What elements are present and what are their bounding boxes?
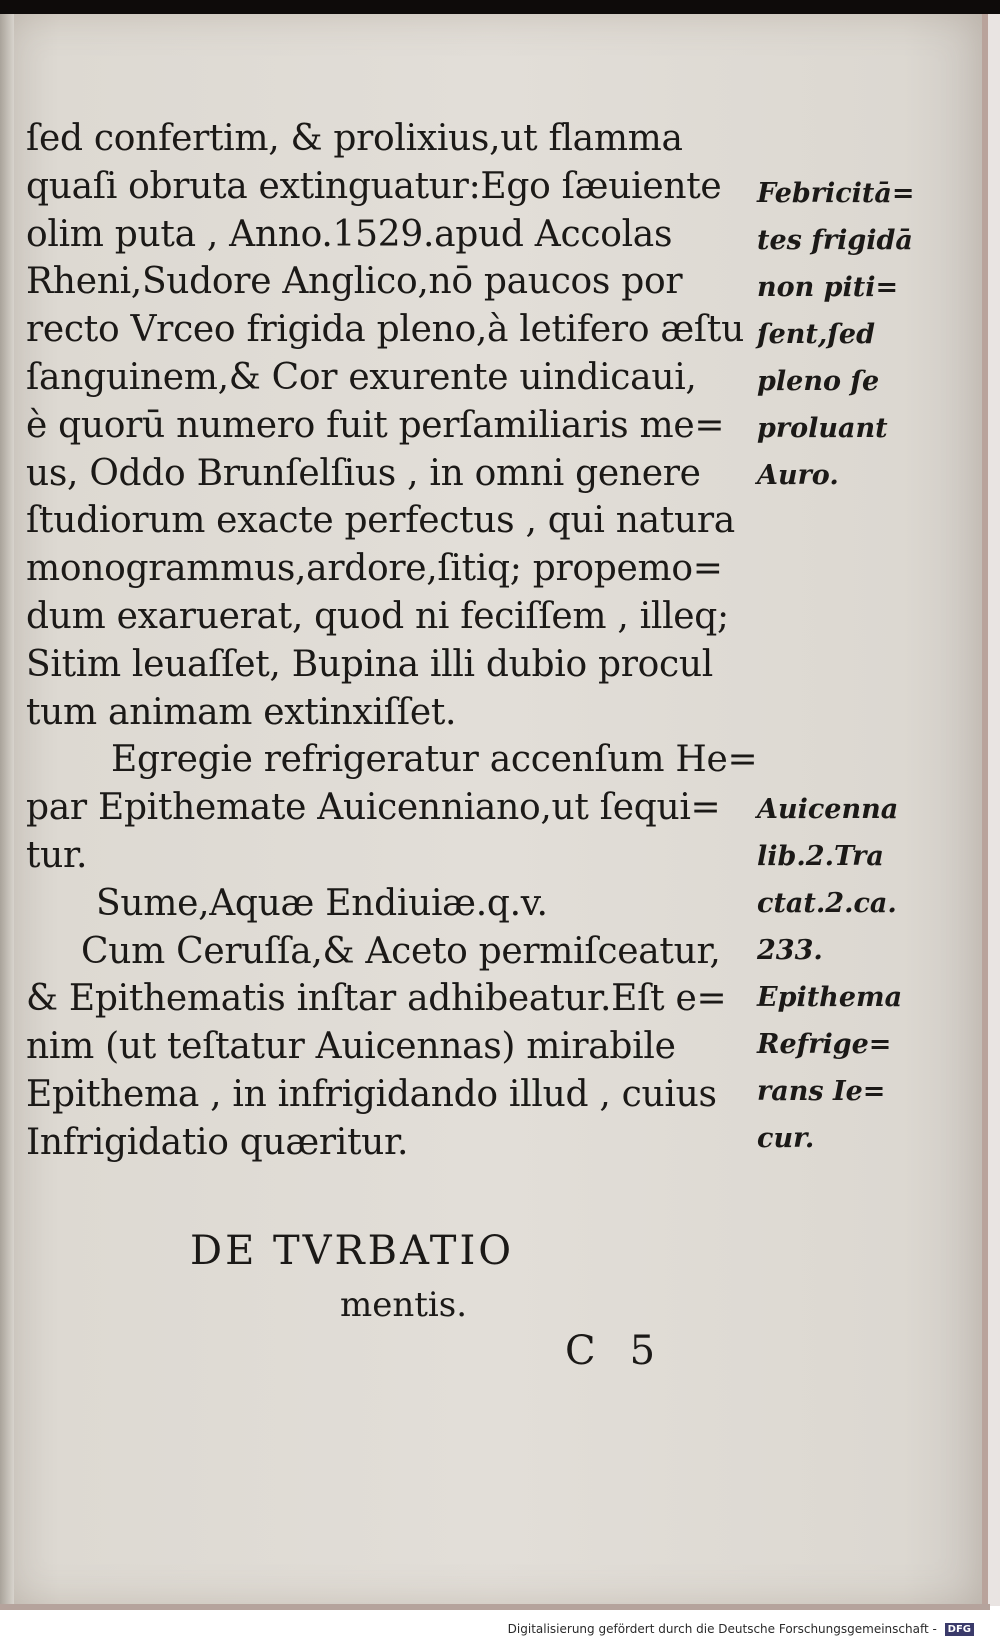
page-bottom-edge [0,1604,990,1610]
margin-note-line: cur. [757,1123,815,1154]
text-line: ſanguinem,& Cor exurente uindicaui, [26,356,697,398]
margin-note-line: Febricitā= [757,178,915,209]
margin-note-line: rans Ie= [757,1076,886,1107]
catchword-subheading: mentis. [340,1285,468,1325]
text-line: Sume,Aquæ Endiuiæ.q.v. [96,882,548,924]
text-line: recto Vrceo frigida pleno,à letifero æſtu [26,309,744,351]
text-line: tum animam extinxiſſet. [26,691,457,733]
margin-note-auicenna [757,786,932,1162]
main-text-block [26,115,766,1167]
margin-note-line: Auro. [757,460,839,491]
margin-note-line: pleno ſe [757,366,880,397]
text-line: quaſi obruta extinguatur:Ego ſæuiente [26,165,722,207]
signature-mark: C5 [565,1328,690,1374]
margin-note-line: proluant [757,413,888,444]
text-line: Infrigidatio quæritur. [26,1121,409,1163]
text-line: tur. [26,834,88,876]
text-line: Sitim leuaſſet, Bupina illi dubio procul [26,643,713,685]
margin-note-line: Refrige= [757,1029,892,1060]
dfg-logo: DFG [945,1623,974,1636]
text-line: ſtudiorum exacte perfectus , qui natura [26,500,735,542]
margin-note-line: Auicenna [757,794,899,825]
text-line: dum exaruerat, quod ni feciſſem , illeq; [26,595,729,637]
page-gutter [0,14,14,1606]
text-line: ſed confertim, & prolixius,ut flamma [26,118,683,159]
text-line: & Epithematis inſtar adhibeatur.Eſt e= [26,978,727,1020]
margin-note-febricitantes [757,170,932,499]
margin-note-line: tes frigidā [757,225,913,256]
text-line: Rheni,Sudore Anglico,nō paucos por [26,261,683,303]
text-line: olim puta , Anno.1529.apud Accolas [26,213,673,255]
text-line: par Epithemate Auicenniano,ut ſequi= [26,787,721,829]
margin-note-line: non piti= [757,272,899,303]
digitization-footer [508,1622,974,1636]
catchword-heading: DE TVRBATIO [190,1228,515,1274]
text-line: Cum Ceruſſa,& Aceto permiſceatur, [81,930,721,972]
margin-note-line: lib.2.Tra [757,841,884,872]
margin-note-line: Epithema [757,982,903,1013]
text-line: Egregie refrigeratur accenſum He= [111,739,758,781]
text-line: è quorū numero fuit perſamiliaris me= [26,404,725,446]
text-line: monogrammus,ardore,ſitiq; propemo= [26,548,723,590]
text-line: us, Oddo Brunſelſius , in omni genere [26,452,701,494]
page-edge-far [988,14,1000,1606]
footer-text: Digitalisierung gefördert durch die Deutsche Forschungsgemeinschaft - [507,1622,937,1636]
margin-note-line: 233. [757,935,823,966]
text-line: nim (ut teſtatur Auicennas) mirabile [26,1026,676,1068]
margin-note-line: ſent,ſed [757,319,875,350]
margin-note-line: ctat.2.ca. [757,888,897,919]
text-line: Epithema , in infrigidando illud , cuius [26,1073,717,1115]
